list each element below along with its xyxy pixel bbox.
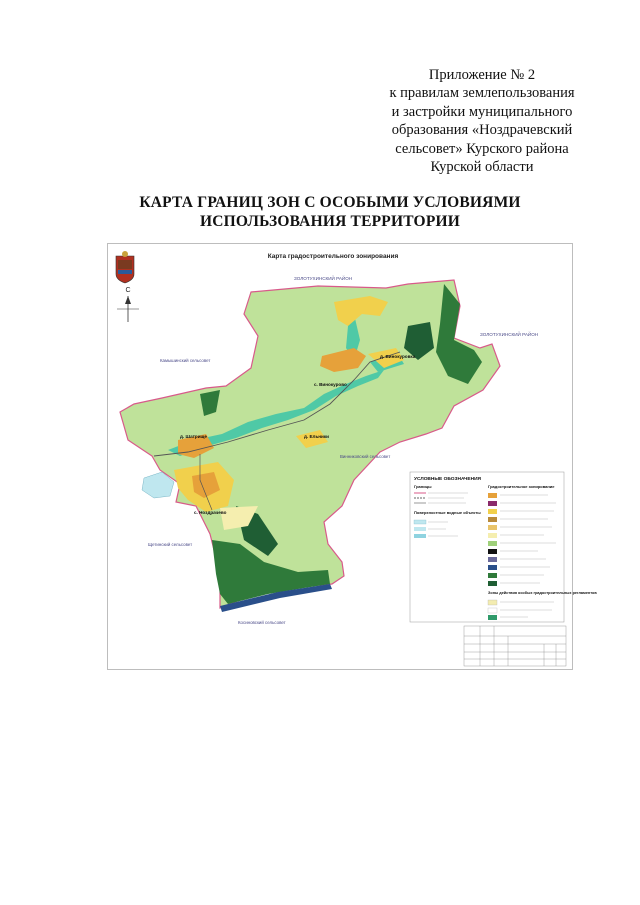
legend-sub-zones: Градостроительное зонирование: [488, 484, 555, 489]
legend-swatch: [488, 509, 497, 514]
legend-swatch: [488, 525, 497, 530]
legend-sub-special: Зоны действия особых градостроительных регламентов: [488, 591, 597, 595]
legend-sub-borders: Границы: [414, 484, 432, 489]
map-legend: [410, 472, 597, 622]
legend-swatch: [414, 520, 426, 524]
map-title: Карта градостроительного зонирования: [267, 253, 399, 260]
appendix-line: и застройки муниципального: [391, 103, 573, 120]
legend-swatch: [488, 517, 497, 522]
legend-swatch: [488, 565, 497, 570]
compass-letter: С: [125, 287, 131, 294]
neighbor-east: ЗОЛОТУХИНСКИЙ РАЙОН: [480, 332, 539, 337]
legend-swatch: [488, 549, 497, 554]
legend-swatch: [488, 615, 497, 620]
legend-swatch: [488, 501, 497, 506]
appendix-line: сельсовет» Курского района: [395, 140, 569, 157]
neighbor-south: Косиновский сельсовет: [238, 620, 286, 625]
neighbor-southwest: Щетинский сельсовет: [148, 542, 193, 547]
settlement-label: д. Шатрище: [180, 434, 207, 439]
legend-sub-water: Поверхностные водные объекты: [414, 510, 481, 515]
title-line-2: ИСПОЛЬЗОВАНИЯ ТЕРРИТОРИИ: [199, 213, 460, 230]
legend-swatch: [488, 541, 497, 546]
appendix-line: образования «Ноздрачевский: [391, 122, 573, 139]
appendix-block: [372, 66, 592, 176]
document-title: [100, 193, 560, 231]
legend-swatch: [488, 533, 497, 538]
appendix-line: Приложение № 2: [428, 67, 536, 83]
legend-swatch: [488, 557, 497, 562]
legend-heading: УСЛОВНЫЕ ОБОЗНАЧЕНИЯ: [414, 477, 481, 482]
map-canvas: [108, 244, 597, 669]
appendix-line: Курской области: [430, 159, 534, 176]
emblem-icon: [116, 251, 134, 283]
neighbor-west: Камышинский сельсовет: [160, 358, 211, 363]
legend-swatch: [414, 534, 426, 538]
legend-swatch: [488, 493, 497, 498]
legend-swatch: [488, 608, 497, 613]
compass-icon: [117, 287, 139, 322]
neighbor-north: ЗОЛОТУХИНСКИЙ РАЙОН: [294, 276, 353, 281]
title-line-1: КАРТА ГРАНИЦ ЗОН С ОСОБЫМИ УСЛОВИЯМИ: [139, 194, 521, 211]
zoning-map[interactable]: [107, 243, 597, 670]
legend-swatch: [488, 573, 497, 578]
legend-swatch: [414, 527, 426, 531]
settlement-label: д. Ельники: [304, 434, 329, 439]
neighbor-middle-east: Винниковский сельсовет: [340, 454, 391, 459]
legend-swatch: [488, 600, 497, 605]
settlement-label: с. Винокурово: [314, 382, 347, 387]
legend-swatch: [488, 581, 497, 586]
settlement-label: с. Ноздрачево: [194, 510, 227, 515]
settlement-label: д. Винокуровка: [380, 354, 416, 359]
title-block: [464, 626, 566, 666]
appendix-line: к правилам землепользования: [389, 85, 575, 102]
